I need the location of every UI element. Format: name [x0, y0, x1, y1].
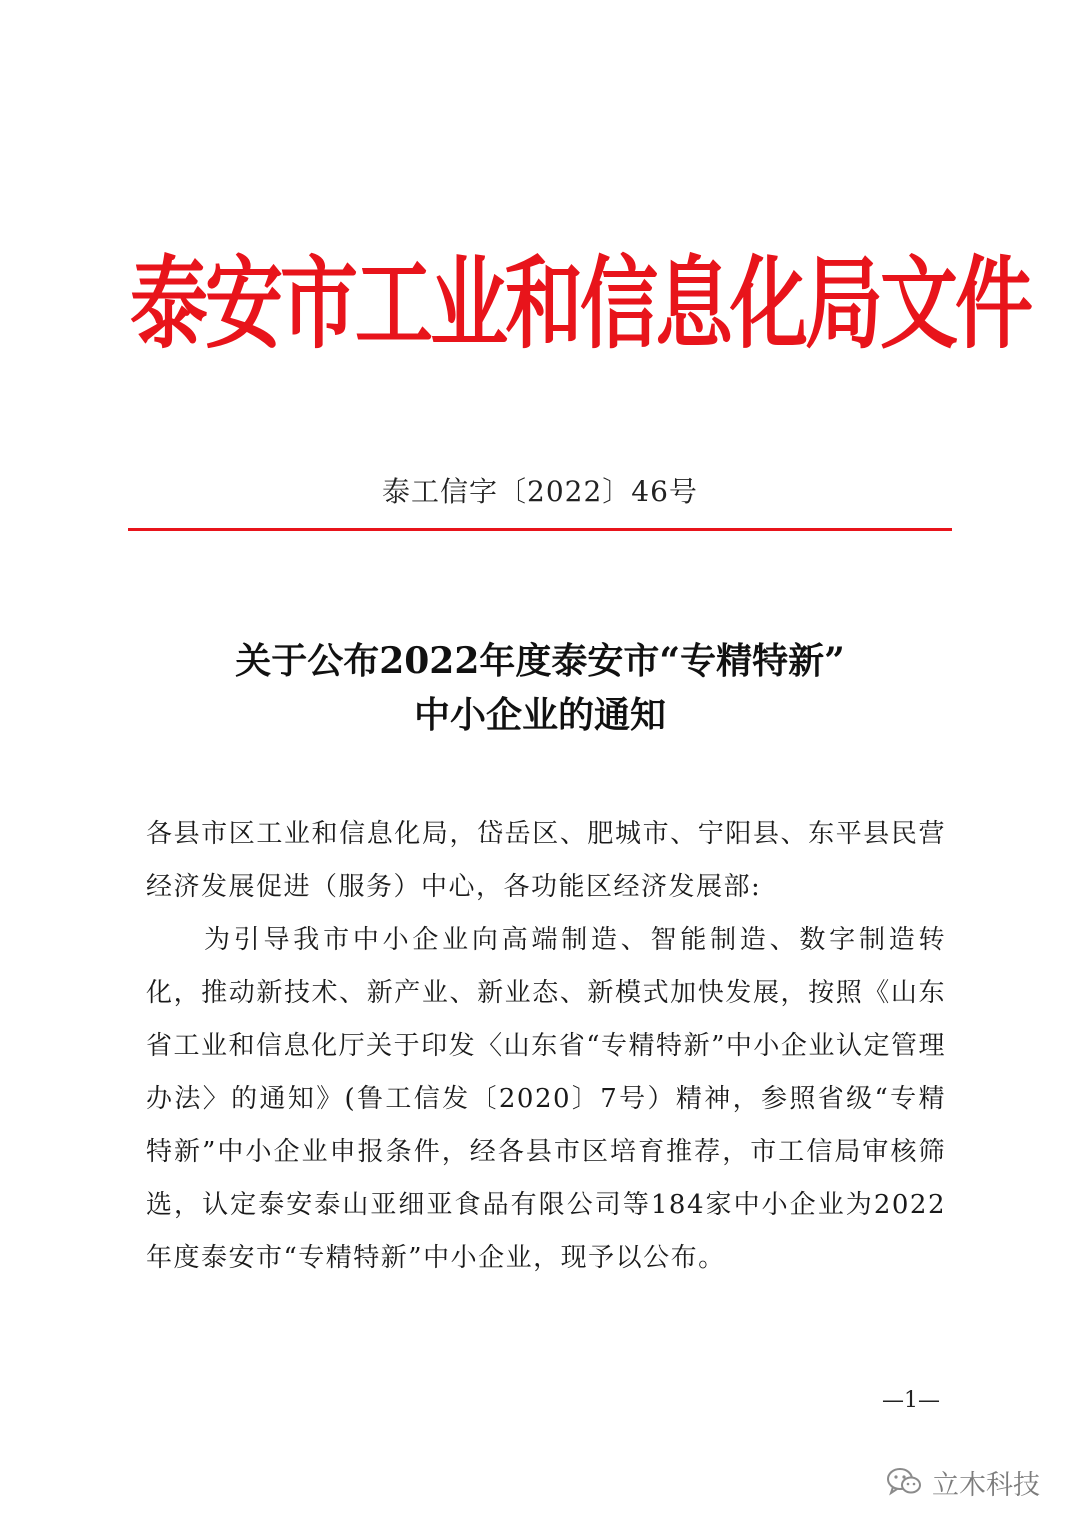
salutation: 各县市区工业和信息化局，岱岳区、肥城市、宁阳县、东平县民营经济发展促进（服务）中心，各功能区经济发展部:	[146, 819, 946, 902]
document-number: 泰工信字〔2022〕46号	[382, 475, 698, 508]
notice-title-line-2: 中小企业的通知	[413, 694, 666, 736]
notice-title-line-1: 关于公布2022年度泰安市“专精特新”	[235, 640, 845, 682]
wechat-icon	[886, 1466, 922, 1498]
red-divider-line	[128, 528, 952, 531]
masthead-title: 泰安市工业和信息化局文件	[130, 247, 1031, 363]
notice-title	[0, 634, 1080, 742]
page-number: —1—	[882, 1388, 940, 1413]
body-paragraph: 为引导我市中小企业向高端制造、智能制造、数字制造转化，推动新技术、新产业、新业态、新模式加快发展，按照《山东省工业和信息化厅关于印发〈山东省“专精特新”中小企业认定管理办法〉的通知》(鲁工信发〔2020〕7号）精神，参照省级“专精特新”中小企业申报条件，经各县市区培育推荐，市工信局审核筛选，认定泰安泰山亚细亚食品有限公司等184家中小企业为2022年度泰安市“专精特新”中小企业，现予以公布。	[146, 925, 946, 1273]
watermark-text: 立木科技	[932, 1469, 1040, 1501]
notice-body	[146, 808, 946, 1285]
source-watermark	[886, 1458, 1040, 1506]
